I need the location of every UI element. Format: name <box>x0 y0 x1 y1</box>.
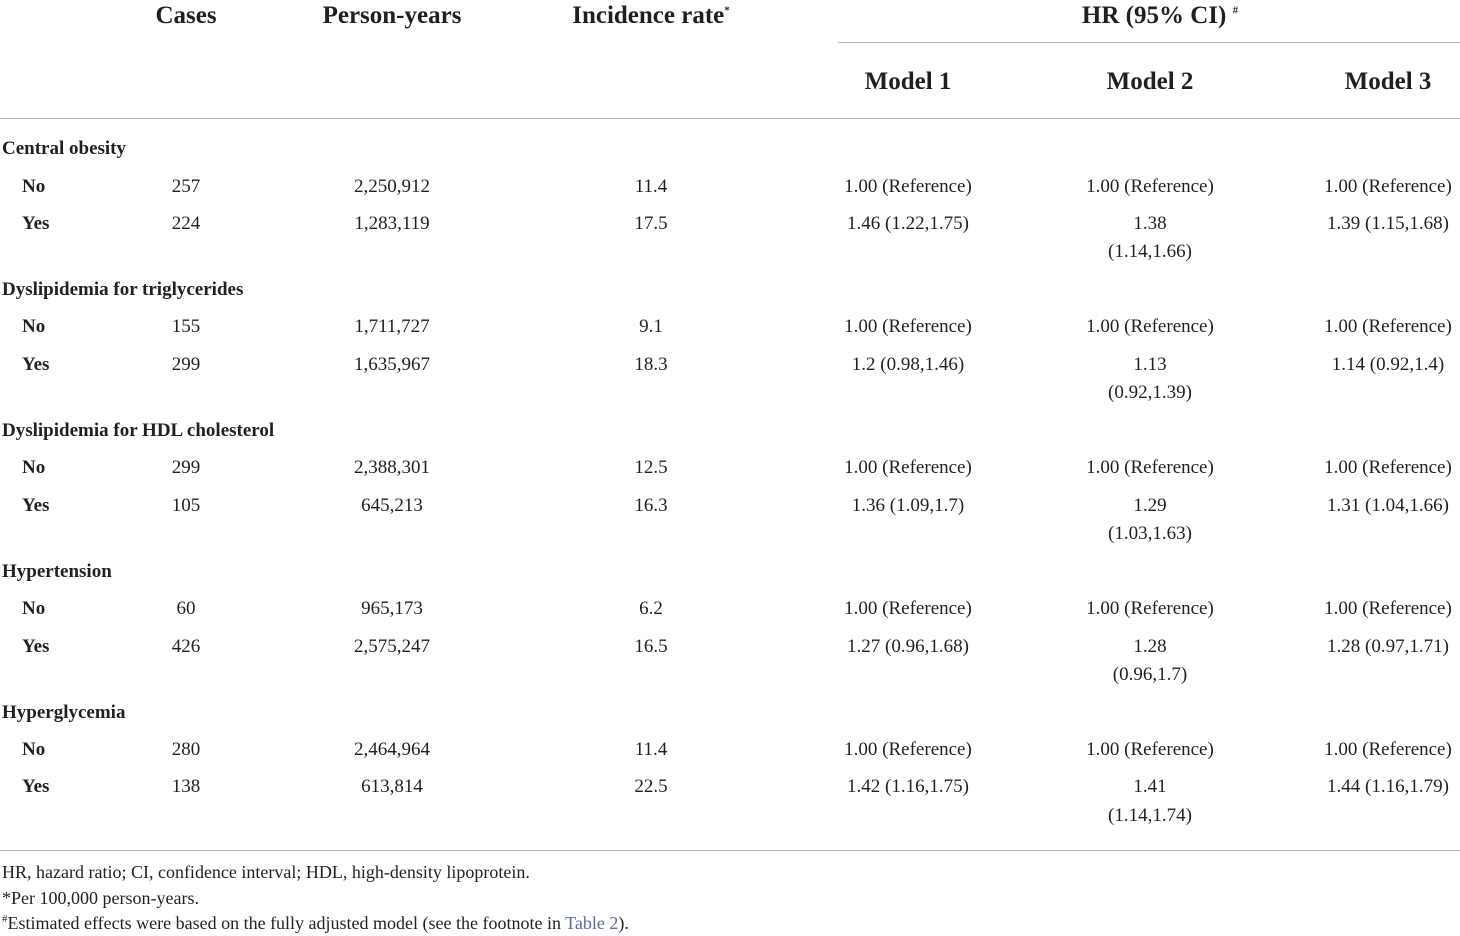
table-2-link[interactable]: Table 2 <box>565 913 619 933</box>
cell-incidence: 17.5 <box>634 213 668 234</box>
cell-cases: 105 <box>171 495 201 516</box>
hr-group-underline <box>838 42 1460 43</box>
header-model-2: Model 2 <box>1106 68 1194 95</box>
cell-model-2-ci: (1.14,1.66) <box>1108 241 1192 262</box>
cell-model-3: 1.31 (1.04,1.66) <box>1327 495 1449 516</box>
cell-model-1: 1.46 (1.22,1.75) <box>847 213 969 234</box>
cell-person-years: 2,575,247 <box>354 636 430 657</box>
cell-incidence: 6.2 <box>639 598 663 619</box>
cell-model-2: 1.28 <box>1133 636 1167 657</box>
row-level: Yes <box>22 495 50 516</box>
cell-incidence: 9.1 <box>639 316 663 337</box>
group-label: Central obesity <box>2 138 127 159</box>
cell-model-2: 1.00 (Reference) <box>1086 739 1214 760</box>
table-bottom-rule <box>0 850 1460 851</box>
group-label: Dyslipidemia for triglycerides <box>2 279 244 300</box>
group-label: Hyperglycemia <box>2 702 126 723</box>
cell-model-2: 1.13 <box>1133 354 1167 375</box>
cell-cases: 299 <box>171 354 201 375</box>
cell-person-years: 2,464,964 <box>354 739 430 760</box>
cell-incidence: 16.5 <box>634 636 668 657</box>
cell-incidence: 16.3 <box>634 495 668 516</box>
cell-cases: 257 <box>171 176 201 197</box>
footnote-abbreviations: HR, hazard ratio; CI, confidence interval; HDL, high-density lipoprotein. <box>2 862 530 882</box>
row-level: No <box>22 176 46 197</box>
header-cases: Cases <box>155 2 217 29</box>
row-level: Yes <box>22 354 50 375</box>
cell-cases: 60 <box>176 598 196 619</box>
row-level: Yes <box>22 776 50 797</box>
cell-model-3: 1.28 (0.97,1.71) <box>1327 636 1449 657</box>
cell-model-2: 1.00 (Reference) <box>1086 176 1214 197</box>
cell-model-2: 1.29 <box>1133 495 1167 516</box>
cell-model-1: 1.42 (1.16,1.75) <box>847 776 969 797</box>
cell-model-3: 1.00 (Reference) <box>1324 598 1452 619</box>
cell-person-years: 965,173 <box>361 598 423 619</box>
cell-incidence: 11.4 <box>634 176 668 197</box>
row-level: No <box>22 739 46 760</box>
row-level: No <box>22 457 46 478</box>
cell-model-2: 1.00 (Reference) <box>1086 457 1214 478</box>
header-incidence-rate: Incidence rate* <box>572 2 730 29</box>
cell-model-2: 1.38 <box>1133 213 1167 234</box>
cell-cases: 426 <box>171 636 201 657</box>
cell-incidence: 18.3 <box>634 354 668 375</box>
cell-cases: 138 <box>171 776 201 797</box>
cell-person-years: 1,635,967 <box>354 354 430 375</box>
header-model-3: Model 3 <box>1344 68 1432 95</box>
cell-model-3: 1.00 (Reference) <box>1324 316 1452 337</box>
row-level: Yes <box>22 213 50 234</box>
cell-person-years: 1,283,119 <box>354 213 430 234</box>
cell-model-1: 1.00 (Reference) <box>844 457 972 478</box>
cell-model-3: 1.00 (Reference) <box>1324 739 1452 760</box>
cell-model-2-ci: (0.96,1.7) <box>1112 664 1188 685</box>
cell-model-1: 1.00 (Reference) <box>844 176 972 197</box>
header-person-years: Person-years <box>322 2 462 29</box>
cell-model-1: 1.00 (Reference) <box>844 739 972 760</box>
cell-model-2: 1.00 (Reference) <box>1086 316 1214 337</box>
cell-model-3: 1.44 (1.16,1.79) <box>1327 776 1449 797</box>
header-model-1: Model 1 <box>864 68 952 95</box>
cell-model-2: 1.41 <box>1133 776 1167 797</box>
cell-person-years: 613,814 <box>361 776 423 797</box>
cell-person-years: 1,711,727 <box>354 316 430 337</box>
cell-model-3: 1.14 (0.92,1.4) <box>1331 354 1445 375</box>
cell-model-2-ci: (1.14,1.74) <box>1108 805 1192 826</box>
cell-model-3: 1.00 (Reference) <box>1324 457 1452 478</box>
cell-model-2-ci: (0.92,1.39) <box>1108 382 1192 403</box>
row-level: No <box>22 316 46 337</box>
cell-cases: 299 <box>171 457 201 478</box>
cell-model-3: 1.00 (Reference) <box>1324 176 1452 197</box>
cell-incidence: 22.5 <box>634 776 668 797</box>
cell-person-years: 2,250,912 <box>354 176 430 197</box>
cell-model-1: 1.2 (0.98,1.46) <box>851 354 965 375</box>
cell-incidence: 12.5 <box>634 457 668 478</box>
cell-model-1: 1.00 (Reference) <box>844 598 972 619</box>
cell-cases: 155 <box>171 316 201 337</box>
group-label: Dyslipidemia for HDL cholesterol <box>2 420 275 441</box>
cell-incidence: 11.4 <box>634 739 668 760</box>
header-hr-group: HR (95% CI) # <box>1081 2 1239 29</box>
cell-model-1: 1.00 (Reference) <box>844 316 972 337</box>
incidence-footnote-mark: * <box>724 4 730 17</box>
group-label: Hypertension <box>2 561 112 582</box>
row-level: No <box>22 598 46 619</box>
header-bottom-rule <box>0 118 1460 119</box>
hr-footnote-mark: # <box>1232 4 1239 17</box>
footnote-hash-mark: # <box>2 913 8 925</box>
cell-model-2-ci: (1.03,1.63) <box>1108 523 1192 544</box>
row-level: Yes <box>22 636 50 657</box>
footnote-estimated-effects: #Estimated effects were based on the fully adjusted model (see the footnote in Table 2). <box>2 913 629 933</box>
cell-person-years: 2,388,301 <box>354 457 430 478</box>
cell-person-years: 645,213 <box>361 495 423 516</box>
cell-model-1: 1.36 (1.09,1.7) <box>851 495 965 516</box>
cell-cases: 224 <box>171 213 201 234</box>
footnote-per-person-years: *Per 100,000 person-years. <box>2 888 199 908</box>
cell-model-1: 1.27 (0.96,1.68) <box>847 636 969 657</box>
cell-model-3: 1.39 (1.15,1.68) <box>1327 213 1449 234</box>
cell-model-2: 1.00 (Reference) <box>1086 598 1214 619</box>
cell-cases: 280 <box>171 739 201 760</box>
